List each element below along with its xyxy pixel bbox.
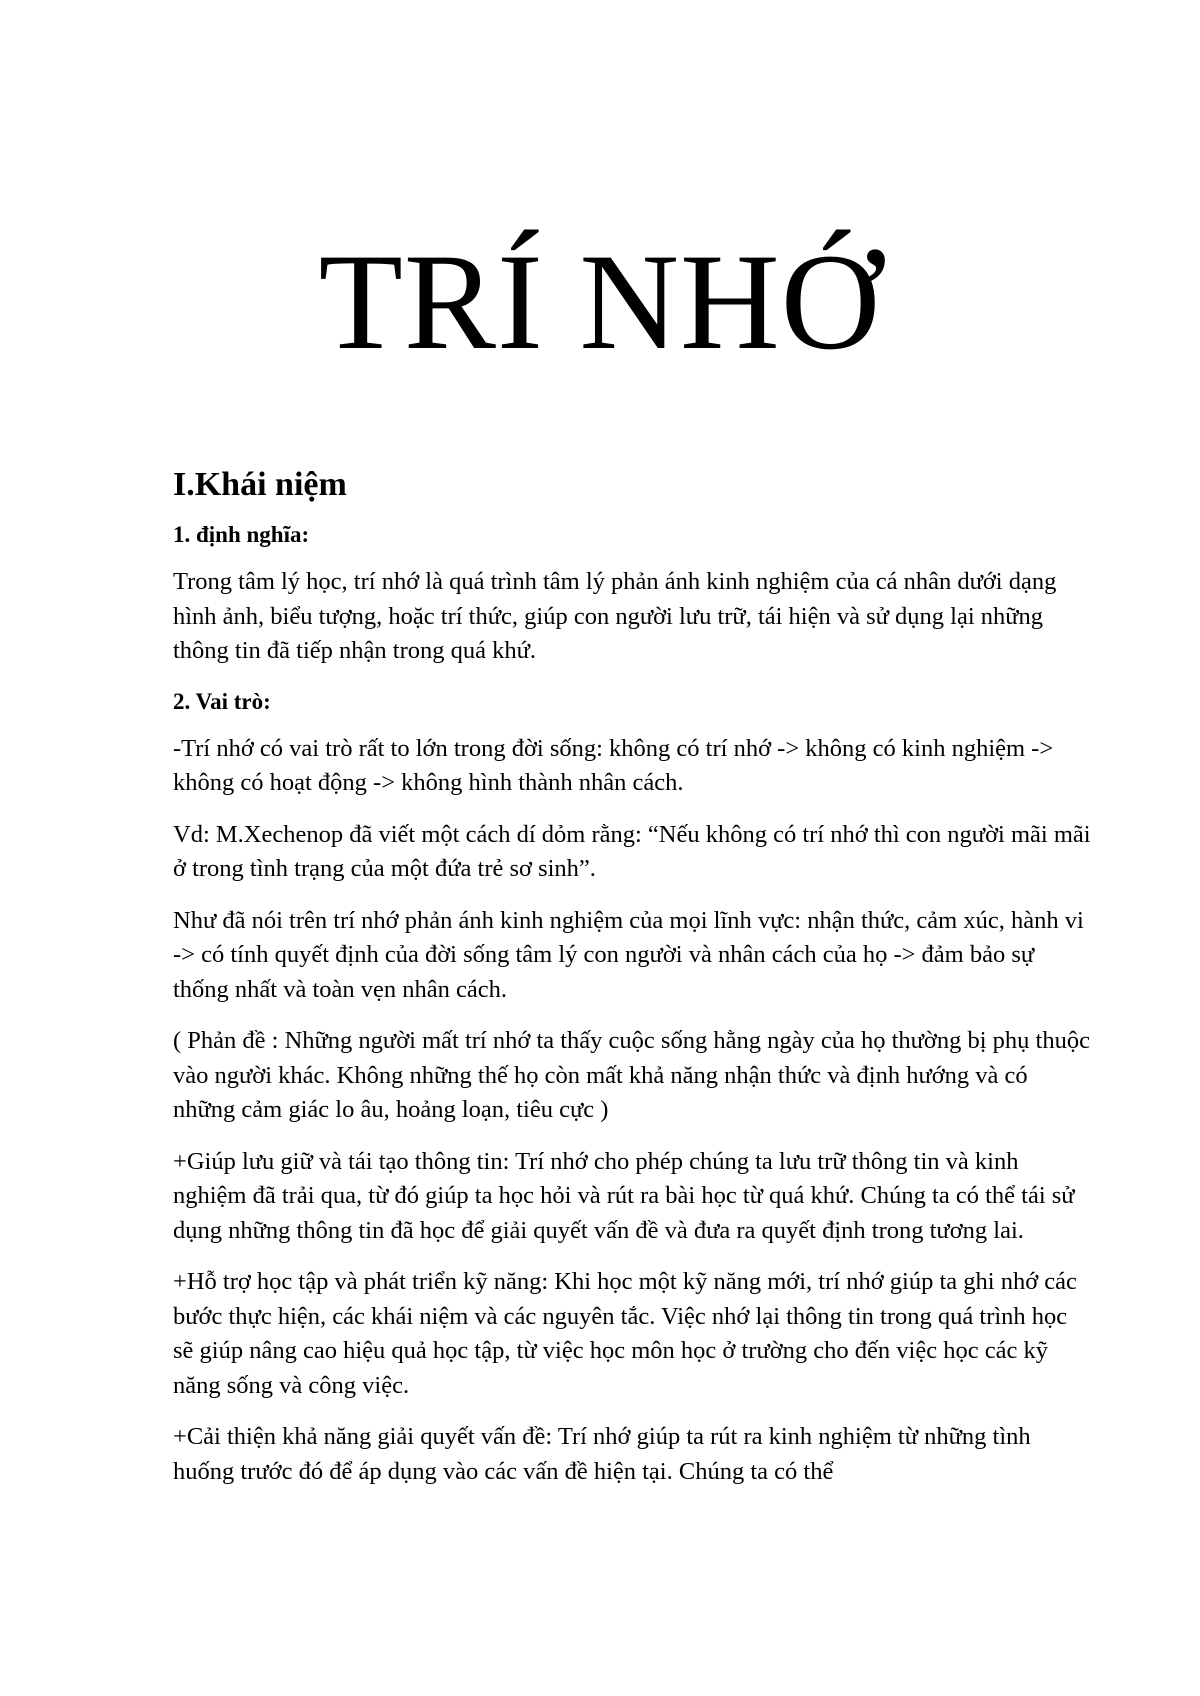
- document-title: TRÍ NHỚ: [318, 225, 882, 378]
- role-point-paragraph: +Giúp lưu giữ và tái tạo thông tin: Trí nhớ cho phép chúng ta lưu trữ thông tin và kinh nghiệm đã trải qua, từ đó giúp ta học hỏi và rút ra bài học từ quá khứ. Chúng ta có thể tái sử dụng những thông tin đã học để giải quyết vấn đề và đưa ra quyết định trong tương lai.: [173, 1147, 1075, 1244]
- definition-paragraph: Trong tâm lý học, trí nhớ là quá trình tâm lý phản ánh kinh nghiệm của cá nhân dưới dạng hình ảnh, biểu tượng, hoặc trí thức, giúp con người lưu trữ, tái hiện và sử dụng lại những thông tin đã tiếp nhận trong quá khứ.: [173, 568, 1057, 664]
- section-heading: I.Khái niệm: [173, 466, 347, 503]
- example-paragraph: Vd: M.Xechenop đã viết một cách dí dỏm rằng: “Nếu không có trí nhớ thì con người mãi mãi ở trong tình trạng của một đứa trẻ sơ sinh”.: [173, 820, 1091, 882]
- role-point-paragraph: +Hỗ trợ học tập và phát triển kỹ năng: Khi học một kỹ năng mới, trí nhớ giúp ta ghi nhớ các bước thực hiện, các khái niệm và các nguyên tắc. Việc nhớ lại thông tin trong quá trình học sẽ giúp nâng cao hiệu quả học tập, từ việc học môn học ở trường cho đến việc học các kỹ năng sống và công việc.: [173, 1268, 1077, 1399]
- definition-heading: 1. định nghĩa:: [173, 522, 310, 547]
- role-heading: 2. Vai trò:: [173, 688, 271, 714]
- role-paragraph: -Trí nhớ có vai trò rất to lớn trong đời sống: không có trí nhớ -> không có kinh nghiệm -> không có hoạt động -> không hình thành nhân cách.: [173, 734, 1054, 796]
- role-paragraph: Như đã nói trên trí nhớ phản ánh kinh nghiệm của mọi lĩnh vực: nhận thức, cảm xúc, hành vi -> có tính quyết định của đời sống tâm lý con người và nhân cách của họ -> đảm bảo sự thống nhất và toàn vẹn nhân cách.: [173, 906, 1084, 1003]
- document-body: [173, 463, 1093, 1506]
- counterpoint-paragraph: ( Phản đề : Những người mất trí nhớ ta thấy cuộc sống hằng ngày của họ thường bị phụ thuộc vào người khác. Không những thế họ còn mất khả năng nhận thức và định hướng và có những cảm giác lo âu, hoảng loạn, tiêu cực ): [173, 1027, 1090, 1123]
- role-point-paragraph: +Cải thiện khả năng giải quyết vấn đề: Trí nhớ giúp ta rút ra kinh nghiệm từ những tình huống trước đó để áp dụng vào các vấn đề hiện tại. Chúng ta có thể: [173, 1423, 1031, 1485]
